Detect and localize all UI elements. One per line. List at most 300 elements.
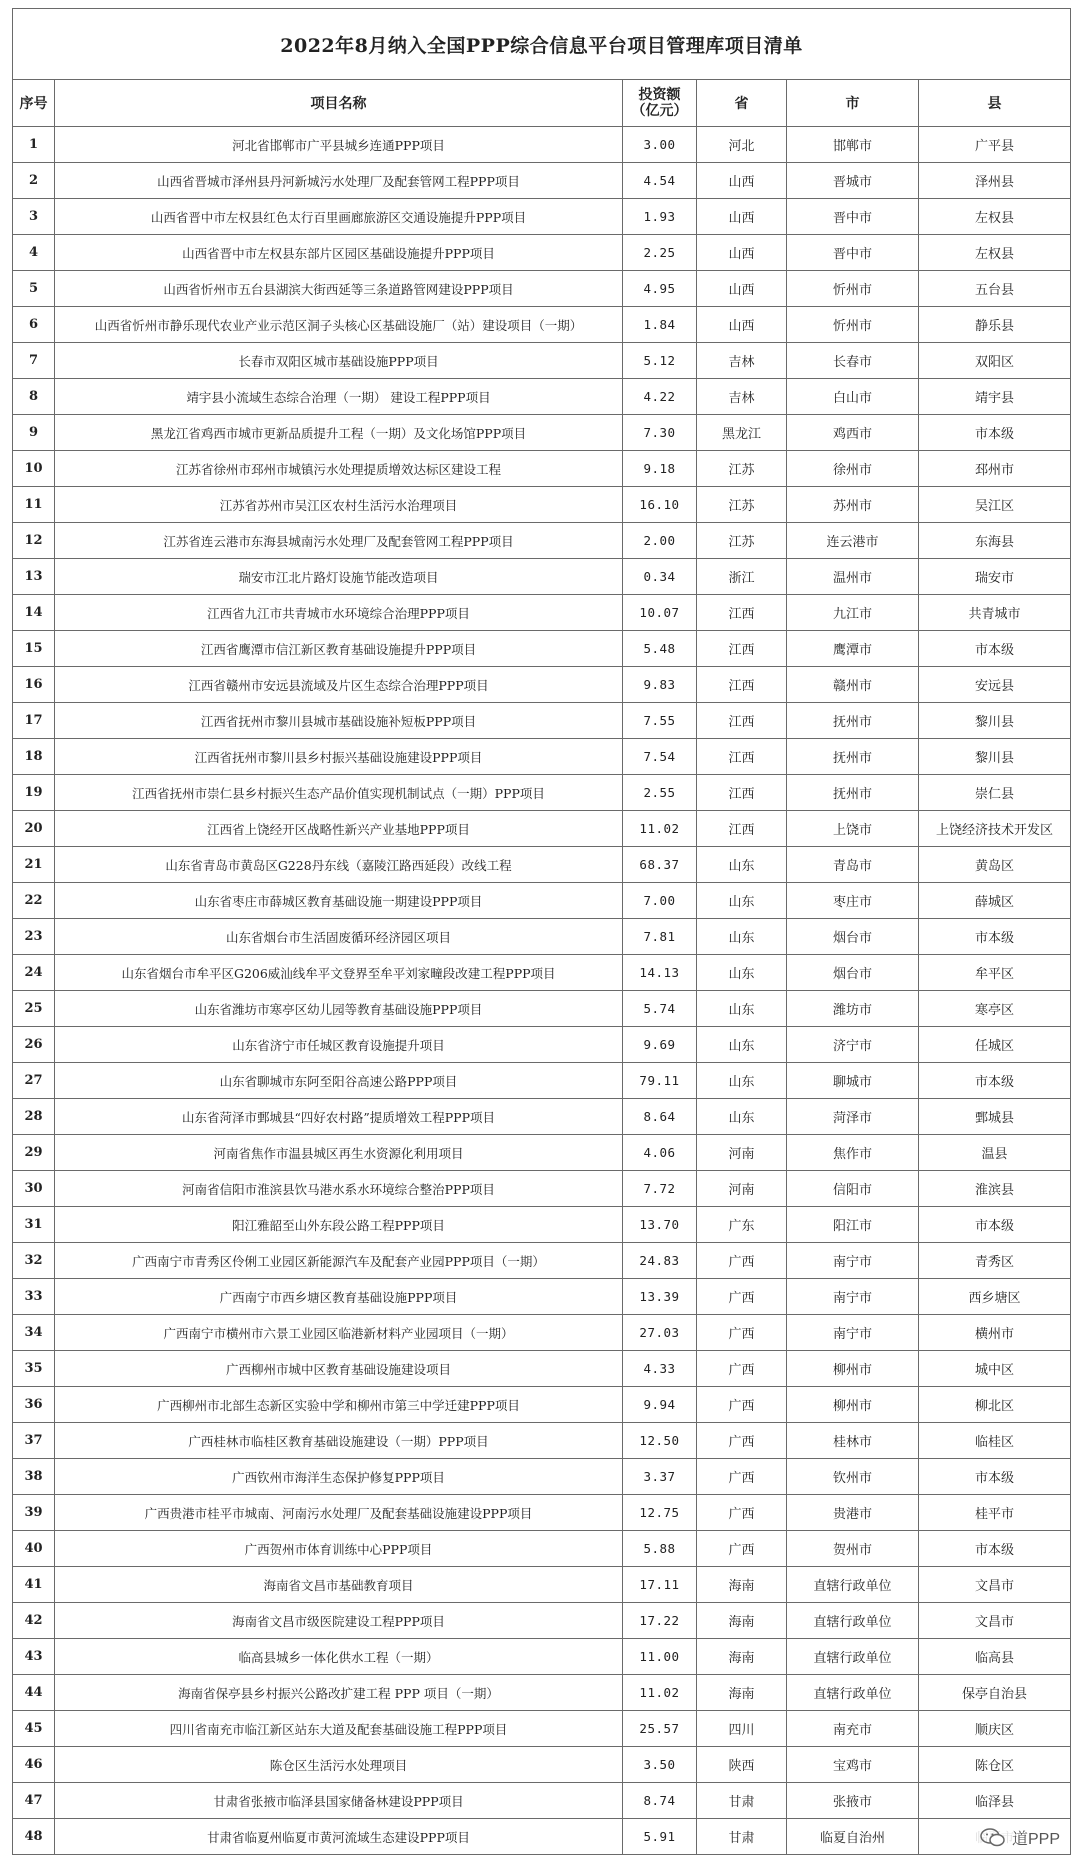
row-project-name: 江西省赣州市安远县流域及片区生态综合治理PPP项目 [55,667,623,703]
row-province: 山东 [697,1063,787,1099]
table-row [13,1531,1071,1567]
table-row [13,415,1071,451]
row-county: 任城区 [919,1027,1071,1063]
row-project-name: 河北省邯郸市广平县城乡连通PPP项目 [55,127,623,163]
table-row [13,1135,1071,1171]
row-city: 赣州市 [787,667,919,703]
row-county: 牟平区 [919,955,1071,991]
row-province: 广西 [697,1531,787,1567]
row-city: 宝鸡市 [787,1747,919,1783]
row-county: 桂平市 [919,1495,1071,1531]
row-county: 横州市 [919,1315,1071,1351]
row-city: 忻州市 [787,271,919,307]
table-row [13,1351,1071,1387]
table-row [13,559,1071,595]
row-index: 43 [13,1639,55,1675]
table-row [13,1819,1071,1855]
table-row [13,1279,1071,1315]
row-index: 36 [13,1387,55,1423]
table-row [13,631,1071,667]
header-index: 序号 [13,80,55,127]
row-project-name: 江西省九江市共青城市水环境综合治理PPP项目 [55,595,623,631]
row-city: 张掖市 [787,1783,919,1819]
row-city: 信阳市 [787,1171,919,1207]
table-row [13,523,1071,559]
row-province: 广西 [697,1387,787,1423]
row-investment: 16.10 [623,487,697,523]
row-index: 24 [13,955,55,991]
row-city: 长春市 [787,343,919,379]
row-index: 32 [13,1243,55,1279]
row-project-name: 甘肃省临夏州临夏市黄河流域生态建设PPP项目 [55,1819,623,1855]
row-city: 白山市 [787,379,919,415]
row-city: 抚州市 [787,739,919,775]
table-row [13,199,1071,235]
row-index: 38 [13,1459,55,1495]
row-project-name: 山西省晋中市左权县红色太行百里画廊旅游区交通设施提升PPP项目 [55,199,623,235]
row-province: 山西 [697,271,787,307]
row-index: 6 [13,307,55,343]
row-province: 山西 [697,163,787,199]
table-row [13,1495,1071,1531]
row-investment: 68.37 [623,847,697,883]
table-row [13,955,1071,991]
row-province: 广东 [697,1207,787,1243]
row-project-name: 甘肃省张掖市临泽县国家储备林建设PPP项目 [55,1783,623,1819]
row-index: 34 [13,1315,55,1351]
row-project-name: 山西省晋城市泽州县丹河新城污水处理厂及配套管网工程PPP项目 [55,163,623,199]
row-index: 46 [13,1747,55,1783]
table-row [13,1099,1071,1135]
row-project-name: 河南省焦作市温县城区再生水资源化利用项目 [55,1135,623,1171]
row-project-name: 江西省抚州市黎川县乡村振兴基础设施建设PPP项目 [55,739,623,775]
row-county: 黄岛区 [919,847,1071,883]
row-county: 淮滨县 [919,1171,1071,1207]
row-city: 晋中市 [787,235,919,271]
row-investment: 14.13 [623,955,697,991]
row-index: 28 [13,1099,55,1135]
row-province: 山东 [697,955,787,991]
table-row [13,163,1071,199]
row-province: 山东 [697,1099,787,1135]
row-county: 左权县 [919,235,1071,271]
row-index: 25 [13,991,55,1027]
row-province: 山东 [697,1027,787,1063]
row-province: 陕西 [697,1747,787,1783]
table-row [13,1387,1071,1423]
row-province: 海南 [697,1675,787,1711]
table-row [13,991,1071,1027]
row-project-name: 山东省菏泽市鄄城县“四好农村路”提质增效工程PPP项目 [55,1099,623,1135]
row-city: 枣庄市 [787,883,919,919]
row-city: 烟台市 [787,955,919,991]
table-row [13,1063,1071,1099]
table-row [13,307,1071,343]
row-investment: 5.91 [623,1819,697,1855]
row-city: 直辖行政单位 [787,1603,919,1639]
row-project-name: 江西省抚州市崇仁县乡村振兴生态产品价值实现机制试点（一期）PPP项目 [55,775,623,811]
row-city: 徐州市 [787,451,919,487]
row-city: 桂林市 [787,1423,919,1459]
row-city: 鸡西市 [787,415,919,451]
table-body [13,127,1071,1855]
row-index: 17 [13,703,55,739]
row-city: 苏州市 [787,487,919,523]
row-index: 20 [13,811,55,847]
row-project-name: 江苏省徐州市邳州市城镇污水处理提质增效达标区建设工程 [55,451,623,487]
row-index: 14 [13,595,55,631]
row-index: 30 [13,1171,55,1207]
row-index: 2 [13,163,55,199]
row-county: 靖宇县 [919,379,1071,415]
row-city: 贵港市 [787,1495,919,1531]
row-city: 菏泽市 [787,1099,919,1135]
row-investment: 7.72 [623,1171,697,1207]
row-county: 城中区 [919,1351,1071,1387]
row-investment: 8.64 [623,1099,697,1135]
row-project-name: 江西省鹰潭市信江新区教育基础设施提升PPP项目 [55,631,623,667]
table-row [13,1711,1071,1747]
table-row [13,1603,1071,1639]
row-province: 江西 [697,703,787,739]
row-province: 甘肃 [697,1819,787,1855]
row-county: 市本级 [919,1063,1071,1099]
row-index: 15 [13,631,55,667]
row-province: 江西 [697,667,787,703]
table-row [13,1207,1071,1243]
row-city: 上饶市 [787,811,919,847]
row-investment: 13.39 [623,1279,697,1315]
row-province: 广西 [697,1423,787,1459]
row-province: 广西 [697,1459,787,1495]
row-county: 市本级 [919,631,1071,667]
table-row [13,1747,1071,1783]
row-index: 47 [13,1783,55,1819]
row-city: 柳州市 [787,1351,919,1387]
row-province: 广西 [697,1279,787,1315]
row-index: 18 [13,739,55,775]
row-county: 薛城区 [919,883,1071,919]
row-index: 44 [13,1675,55,1711]
row-investment: 24.83 [623,1243,697,1279]
row-project-name: 山西省晋中市左权县东部片区园区基础设施提升PPP项目 [55,235,623,271]
row-province: 吉林 [697,379,787,415]
row-city: 焦作市 [787,1135,919,1171]
row-county: 市本级 [919,1207,1071,1243]
row-county: 鄄城县 [919,1099,1071,1135]
row-investment: 5.88 [623,1531,697,1567]
row-project-name: 江苏省连云港市东海县城南污水处理厂及配套管网工程PPP项目 [55,523,623,559]
row-county: 安远县 [919,667,1071,703]
row-county: 寒亭区 [919,991,1071,1027]
row-province: 江苏 [697,487,787,523]
row-project-name: 广西桂林市临桂区教育基础设施建设（一期）PPP项目 [55,1423,623,1459]
row-county: 上饶经济技术开发区 [919,811,1071,847]
row-county: 文昌市 [919,1603,1071,1639]
row-investment: 9.94 [623,1387,697,1423]
row-investment: 4.54 [623,163,697,199]
row-index: 48 [13,1819,55,1855]
row-index: 26 [13,1027,55,1063]
row-investment: 10.07 [623,595,697,631]
table-row [13,1171,1071,1207]
row-province: 四川 [697,1711,787,1747]
row-province: 山西 [697,199,787,235]
row-project-name: 广西南宁市青秀区伶俐工业园区新能源汽车及配套产业园PPP项目（一期） [55,1243,623,1279]
row-county: 共青城市 [919,595,1071,631]
row-city: 潍坊市 [787,991,919,1027]
row-city: 南宁市 [787,1315,919,1351]
row-investment: 7.30 [623,415,697,451]
row-project-name: 黑龙江省鸡西市城市更新品质提升工程（一期）及文化场馆PPP项目 [55,415,623,451]
row-index: 41 [13,1567,55,1603]
row-investment: 1.93 [623,199,697,235]
row-investment: 8.74 [623,1783,697,1819]
row-province: 山东 [697,919,787,955]
row-index: 3 [13,199,55,235]
row-province: 甘肃 [697,1783,787,1819]
row-county: 邳州市 [919,451,1071,487]
row-county: 吴江区 [919,487,1071,523]
table-row [13,919,1071,955]
row-city: 直辖行政单位 [787,1675,919,1711]
row-county: 西乡塘区 [919,1279,1071,1315]
row-project-name: 江西省上饶经开区战略性新兴产业基地PPP项目 [55,811,623,847]
row-city: 南宁市 [787,1279,919,1315]
row-investment: 11.02 [623,1675,697,1711]
row-project-name: 临高县城乡一体化供水工程（一期） [55,1639,623,1675]
row-index: 42 [13,1603,55,1639]
row-investment: 4.33 [623,1351,697,1387]
row-county: 静乐县 [919,307,1071,343]
document-title: 2022年8月纳入全国PPP综合信息平台项目管理库项目清单 [13,9,1071,80]
table-row [13,883,1071,919]
row-project-name: 海南省文昌市级医院建设工程PPP项目 [55,1603,623,1639]
row-county: 黎川县 [919,703,1071,739]
row-county: 东海县 [919,523,1071,559]
row-index: 7 [13,343,55,379]
row-province: 江西 [697,811,787,847]
row-city: 济宁市 [787,1027,919,1063]
row-city: 青岛市 [787,847,919,883]
table-row [13,1675,1071,1711]
row-province: 江西 [697,775,787,811]
row-index: 29 [13,1135,55,1171]
header-investment-line2: （亿元） [631,103,688,119]
table-row [13,595,1071,631]
row-city: 连云港市 [787,523,919,559]
row-city: 聊城市 [787,1063,919,1099]
table-row [13,343,1071,379]
row-county: 柳北区 [919,1387,1071,1423]
table-row [13,739,1071,775]
row-index: 13 [13,559,55,595]
row-index: 37 [13,1423,55,1459]
row-index: 21 [13,847,55,883]
row-investment: 9.69 [623,1027,697,1063]
row-project-name: 山东省潍坊市寒亭区幼儿园等教育基础设施PPP项目 [55,991,623,1027]
row-index: 45 [13,1711,55,1747]
row-investment: 7.55 [623,703,697,739]
row-project-name: 海南省文昌市基础教育项目 [55,1567,623,1603]
row-city: 烟台市 [787,919,919,955]
row-county: 黎川县 [919,739,1071,775]
row-city: 钦州市 [787,1459,919,1495]
header-city: 市 [787,80,919,127]
row-index: 1 [13,127,55,163]
table-row [13,1243,1071,1279]
table-row [13,1423,1071,1459]
row-index: 22 [13,883,55,919]
row-county: 市本级 [919,919,1071,955]
row-investment: 17.11 [623,1567,697,1603]
wechat-icon [980,1828,1006,1848]
row-county: 市本级 [919,1459,1071,1495]
row-county: 青秀区 [919,1243,1071,1279]
watermark [974,1824,1066,1851]
row-province: 江西 [697,595,787,631]
row-province: 山东 [697,991,787,1027]
row-index: 10 [13,451,55,487]
row-city: 南宁市 [787,1243,919,1279]
row-province: 山西 [697,235,787,271]
row-city: 晋城市 [787,163,919,199]
row-index: 11 [13,487,55,523]
row-county: 陈仓区 [919,1747,1071,1783]
row-province: 河北 [697,127,787,163]
row-county: 广平县 [919,127,1071,163]
row-city: 九江市 [787,595,919,631]
row-county: 泽州县 [919,163,1071,199]
header-investment [623,80,697,127]
row-investment: 7.54 [623,739,697,775]
project-table [12,8,1071,1855]
row-investment: 11.00 [623,1639,697,1675]
row-investment: 27.03 [623,1315,697,1351]
row-project-name: 广西贵港市桂平市城南、河南污水处理厂及配套基础设施建设PPP项目 [55,1495,623,1531]
row-province: 黑龙江 [697,415,787,451]
table-row [13,451,1071,487]
row-investment: 2.00 [623,523,697,559]
row-city: 温州市 [787,559,919,595]
row-project-name: 山东省青岛市黄岛区G228丹东线（嘉陵江路西延段）改线工程 [55,847,623,883]
row-index: 27 [13,1063,55,1099]
row-county: 市本级 [919,415,1071,451]
table-row [13,1459,1071,1495]
row-province: 海南 [697,1567,787,1603]
row-project-name: 山东省烟台市生活固废循环经济园区项目 [55,919,623,955]
row-project-name: 山东省聊城市东阿至阳谷高速公路PPP项目 [55,1063,623,1099]
row-investment: 5.48 [623,631,697,667]
table-row [13,1639,1071,1675]
row-investment: 7.81 [623,919,697,955]
row-province: 广西 [697,1495,787,1531]
row-index: 4 [13,235,55,271]
table-row [13,127,1071,163]
row-province: 江苏 [697,451,787,487]
row-province: 吉林 [697,343,787,379]
row-project-name: 江西省抚州市黎川县城市基础设施补短板PPP项目 [55,703,623,739]
row-province: 广西 [697,1315,787,1351]
row-investment: 9.18 [623,451,697,487]
table-row [13,271,1071,307]
row-province: 山东 [697,883,787,919]
row-city: 南充市 [787,1711,919,1747]
header-project-name: 项目名称 [55,80,623,127]
row-investment: 13.70 [623,1207,697,1243]
row-investment: 3.37 [623,1459,697,1495]
row-project-name: 广西贺州市体育训练中心PPP项目 [55,1531,623,1567]
row-project-name: 靖宇县小流域生态综合治理（一期） 建设工程PPP项目 [55,379,623,415]
row-city: 忻州市 [787,307,919,343]
row-index: 31 [13,1207,55,1243]
row-county: 五台县 [919,271,1071,307]
row-city: 贺州市 [787,1531,919,1567]
row-investment: 0.34 [623,559,697,595]
row-investment: 3.50 [623,1747,697,1783]
row-county: 保亭自治县 [919,1675,1071,1711]
row-county: 崇仁县 [919,775,1071,811]
table-row [13,379,1071,415]
row-project-name: 山东省枣庄市薛城区教育基础设施一期建设PPP项目 [55,883,623,919]
table-header-row [13,80,1071,127]
row-city: 晋中市 [787,199,919,235]
row-project-name: 山东省烟台市牟平区G206威汕线牟平文登界至牟平刘家疃段改建工程PPP项目 [55,955,623,991]
row-province: 河南 [697,1135,787,1171]
table-row [13,775,1071,811]
row-index: 33 [13,1279,55,1315]
table-row [13,847,1071,883]
row-project-name: 江苏省苏州市吴江区农村生活污水治理项目 [55,487,623,523]
row-project-name: 河南省信阳市淮滨县饮马港水系水环境综合整治PPP项目 [55,1171,623,1207]
row-city: 阳江市 [787,1207,919,1243]
row-index: 39 [13,1495,55,1531]
row-project-name: 阳江雅韶至山外东段公路工程PPP项目 [55,1207,623,1243]
row-province: 海南 [697,1603,787,1639]
row-province: 江西 [697,631,787,667]
row-investment: 1.84 [623,307,697,343]
row-county: 市本级 [919,1531,1071,1567]
row-index: 5 [13,271,55,307]
row-county: 温县 [919,1135,1071,1171]
table-row [13,667,1071,703]
row-index: 16 [13,667,55,703]
row-project-name: 瑞安市江北片路灯设施节能改造项目 [55,559,623,595]
row-investment: 5.12 [623,343,697,379]
row-county: 临高县 [919,1639,1071,1675]
row-investment: 2.25 [623,235,697,271]
table-row [13,1315,1071,1351]
row-index: 9 [13,415,55,451]
row-county: 临桂区 [919,1423,1071,1459]
row-province: 河南 [697,1171,787,1207]
row-investment: 4.06 [623,1135,697,1171]
table-row [13,1783,1071,1819]
table-row [13,1027,1071,1063]
table-row [13,811,1071,847]
row-county: 临泽县 [919,1783,1071,1819]
row-project-name: 山西省忻州市五台县湖滨大街西延等三条道路管网建设PPP项目 [55,271,623,307]
row-county: 瑞安市 [919,559,1071,595]
table-row [13,487,1071,523]
row-province: 海南 [697,1639,787,1675]
row-city: 抚州市 [787,703,919,739]
row-project-name: 陈仓区生活污水处理项目 [55,1747,623,1783]
row-province: 山东 [697,847,787,883]
row-project-name: 海南省保亭县乡村振兴公路改扩建工程 PPP 项目（一期） [55,1675,623,1711]
row-project-name: 广西南宁市西乡塘区教育基础设施PPP项目 [55,1279,623,1315]
row-investment: 2.55 [623,775,697,811]
